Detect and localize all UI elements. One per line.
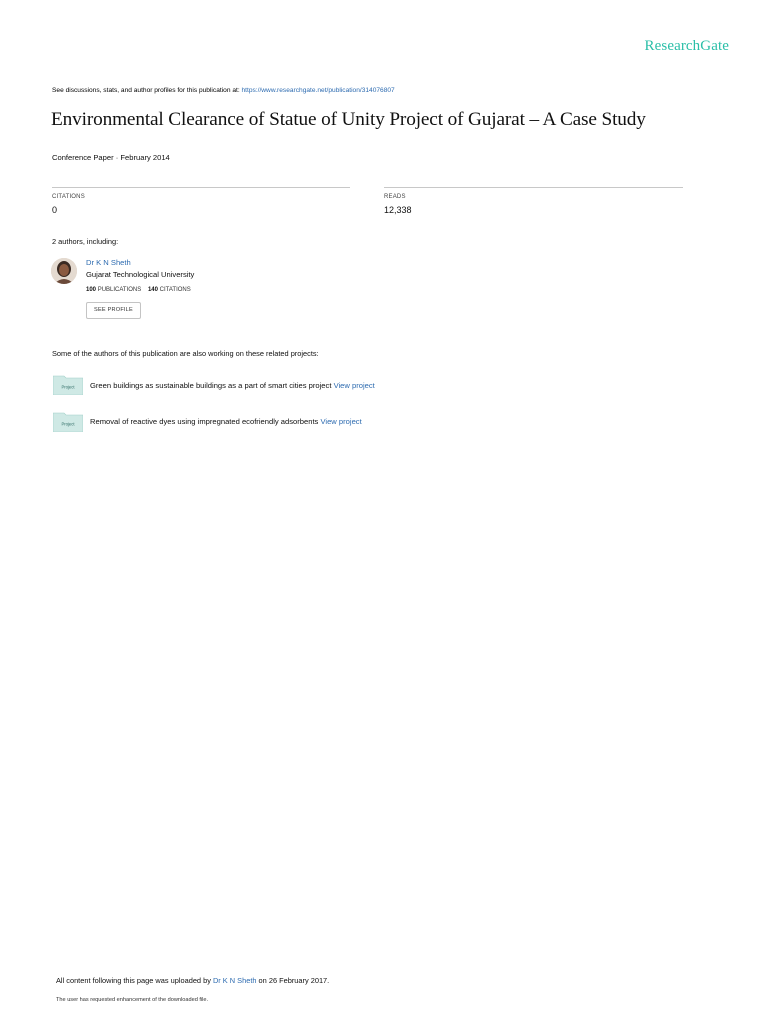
author-photo-icon bbox=[51, 258, 77, 284]
see-profile-button[interactable]: SEE PROFILE bbox=[86, 302, 141, 319]
author-publications-count: 100 bbox=[86, 287, 97, 293]
reads-label: READS bbox=[384, 194, 406, 200]
view-project-link[interactable]: View project bbox=[333, 381, 375, 390]
author-avatar[interactable] bbox=[51, 258, 77, 284]
project-folder-icon[interactable] bbox=[53, 375, 83, 395]
project-icon-label: Project bbox=[61, 384, 75, 390]
project-item bbox=[90, 381, 375, 390]
project-icon-label: Project bbox=[61, 421, 75, 427]
see-discussions-text: See discussions, stats, and author profiles for this publication at: bbox=[52, 87, 242, 94]
author-institution: Gujarat Technological University bbox=[86, 270, 195, 279]
author-citations-label: CITATIONS bbox=[159, 287, 191, 293]
authors-heading: 2 authors, including: bbox=[52, 237, 119, 246]
uploader-link[interactable]: Dr K N Sheth bbox=[212, 976, 257, 985]
publication-link-line bbox=[52, 87, 395, 94]
upload-suffix: on 26 February 2017. bbox=[256, 976, 330, 985]
author-citations-count: 140 bbox=[147, 287, 158, 293]
paper-meta: Conference Paper · February 2014 bbox=[52, 153, 170, 162]
author-name-link[interactable]: Dr K N Sheth bbox=[86, 258, 131, 267]
reads-value: 12,338 bbox=[384, 205, 412, 215]
author-stats bbox=[86, 287, 191, 293]
stats-separator bbox=[143, 287, 146, 293]
reads-divider bbox=[384, 187, 683, 188]
view-project-link[interactable]: View project bbox=[320, 417, 362, 426]
enhancement-note: The user has requested enhancement of the downloaded file. bbox=[56, 997, 209, 1003]
project-folder-icon[interactable] bbox=[53, 412, 83, 432]
citations-divider bbox=[52, 187, 350, 188]
citations-label: CITATIONS bbox=[52, 194, 85, 200]
paper-title: Environmental Clearance of Statue of Unity Project of Gujarat – A Case Study bbox=[51, 109, 646, 130]
project-title: Green buildings as sustainable buildings as a part of smart cities project bbox=[90, 381, 334, 390]
related-projects-heading: Some of the authors of this publication are also working on these related projects: bbox=[52, 349, 319, 358]
citations-value: 0 bbox=[52, 205, 58, 215]
upload-notice bbox=[56, 976, 329, 985]
project-title: Removal of reactive dyes using impregnated ecofriendly adsorbents bbox=[90, 417, 321, 426]
author-publications-label: PUBLICATIONS bbox=[97, 287, 142, 293]
publication-url-link[interactable]: https://www.researchgate.net/publication/314076807 bbox=[241, 87, 395, 94]
project-item bbox=[90, 417, 362, 426]
researchgate-logo[interactable]: ResearchGate bbox=[644, 38, 729, 54]
upload-prefix: All content following this page was uploaded by bbox=[56, 976, 213, 985]
